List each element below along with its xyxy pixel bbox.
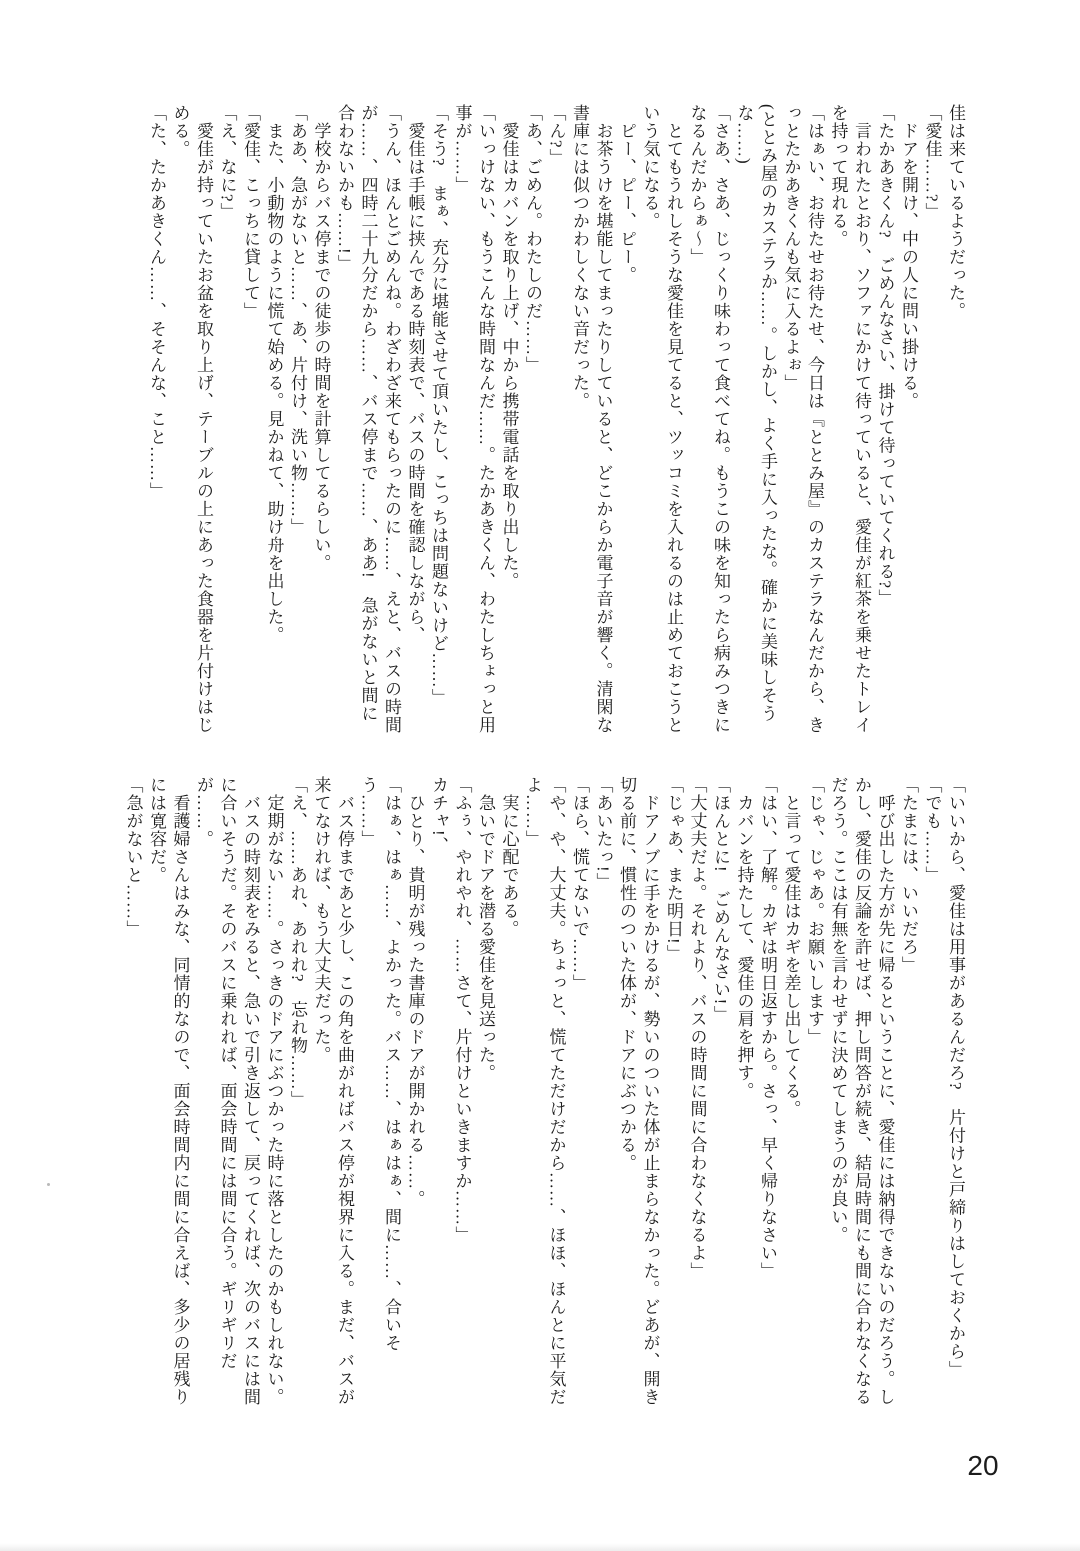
paragraph: 言われたとおり、ソファにかけて待っていると、愛佳が紅茶を乗せたトレイを持って現れる。	[828, 104, 871, 734]
paragraph: 「はぁい、お待たせお待たせ、今日は『ととみ屋』のカステラなんだから、きっとたかあきくんも気に入るよぉ」	[781, 104, 824, 734]
paragraph: 実に心配である。	[499, 776, 519, 938]
paragraph: 「いいから、愛佳は用事があるんだろ? 片付けと戸締りはしておくから」	[946, 776, 965, 1379]
paragraph: 「そう? まぁ、充分に堪能させて頂いたし、こっちは問題ないけど……」	[429, 104, 448, 707]
paragraph: カバンを持たして、愛佳の肩を押す。	[734, 776, 754, 1100]
paragraph: 「でも……」	[922, 776, 942, 884]
paragraph: 佳は来ているようだった。	[946, 104, 965, 320]
paragraph: 愛佳はカバンを取り上げ、中から携帯電話を取り出した。	[499, 104, 519, 590]
paragraph: 「うん、ほんとごめんね。わざわざ来てもらったのに……、えと、バスの時間が……、四時二十九分だから……、バス停まで……、ああ! 急がないと間に合わないかも……!」	[335, 104, 401, 734]
paragraph: 「た、たかあきくん……、そそんな、こと……」	[147, 104, 166, 500]
paragraph: 学校からバス停までの徒歩の時間を計算してるらしい。	[311, 104, 331, 572]
paragraph: 「じゃあ、また明日!」	[664, 776, 683, 963]
paragraph: 「や、や、大丈夫。ちょっと、慌てただけだから……、ほほ、ほんとに平気だよ……」	[523, 776, 566, 1406]
paragraph: ドアを開け、中の人に問い掛ける。	[899, 104, 918, 410]
paragraph: 「え、……あれ、あれれ? 忘れ物……」	[288, 776, 307, 1109]
paragraph: 「急がないと……」	[123, 776, 143, 938]
paragraph: ピー、ピー、ピー。	[617, 104, 636, 284]
paragraph: 「たまには、いいだろ」	[899, 776, 918, 974]
paragraph: 「じゃ、じゃあ。お願いします」	[805, 776, 824, 1046]
paragraph: 「たかあきくん? ごめんなさい、掛けて待っていてくれる?」	[875, 104, 895, 608]
paragraph: また、小動物のように慌て始める。見かねて、助け舟を出した。	[264, 104, 284, 644]
paragraph: 急いでドアを潜る愛佳を見送った。	[476, 776, 495, 1082]
paragraph: 「さあ、さあ、じっくり味わって食べてね。もうこの味を知ったら病みつきになるんだからぁ〜」	[687, 104, 730, 734]
paragraph: ドアノブに手をかけるが、勢いのついた体が止まらなかった。どあが、開き切る前に、慣性のついた体が、ドアにぶつかる。	[617, 776, 660, 1406]
paragraph: 定期がない……。さっきのドアにぶつかった時に落としたのかもしれない。	[264, 776, 284, 1406]
paragraph: 愛佳が持っていたお盆を取り上げ、テーブルの上にあった食器を片付けはじめる。	[170, 104, 213, 734]
paragraph: 「はぁ、はぁ……、よかった。バス……、はぁはぁ、間に……、合いそう……」	[358, 776, 401, 1352]
paragraph: 「ほら、慌てないで……」	[570, 776, 589, 992]
paragraph: (ととみ屋のカステラか……。しかし、よく手に入ったな。確かに美味しそうな……)	[734, 104, 777, 723]
text-block-top	[145, 104, 968, 740]
scan-speck	[47, 1183, 50, 1186]
scan-edge-shadow	[0, 1543, 1080, 1551]
text-block-bottom	[121, 776, 967, 1412]
paragraph: カチャ!、	[429, 776, 448, 855]
paragraph: 「愛佳……?」	[922, 104, 942, 221]
paragraph: 「ふぅ、やれやれ、……さて、片付けといきますか……」	[452, 776, 472, 1244]
paragraph: と言って愛佳はカギを差し出してくる。	[781, 776, 801, 1118]
paragraph: お茶うけを堪能してまったりしていると、どこからか電子音が響く。清閑な書庫には似つかわしくない音だった。	[570, 104, 613, 734]
paragraph: 「あ、ごめん。わたしのだ……」	[523, 104, 542, 374]
paragraph: 「ん?」	[546, 104, 566, 167]
paragraph: バス停まであと少し、この角を曲がればバス停が視界に入る。まだ、バスが来てなければ、もう大丈夫だった。	[311, 776, 354, 1406]
paragraph: 「ああ、急がないと……、あ、片付け、洗い物……」	[288, 104, 307, 536]
paragraph: 呼び出した方が先に帰るということに、愛佳には納得できないのだろう。しかし、愛佳の反論を許せば、押し問答が続き、結局時間にも間に合わなくなるだろう。ここは有無を言わせずに決めてしまうのが良い。	[828, 776, 895, 1406]
paragraph: 愛佳は手帳に挟んである時刻表で、バスの時間を確認しながら、	[405, 104, 425, 644]
paragraph: とてもうれしそうな愛佳を見てると、ツッコミを入れるのは止めておこうという気になる。	[640, 104, 683, 734]
paragraph: 看護婦さんはみな、同情的なので、面会時間内に間に合えば、多少の居残りには寛容だ。	[147, 776, 190, 1406]
paragraph: 「え、なに?」	[217, 104, 237, 221]
paragraph: ひとり、貴明が残った書庫のドアが開かれる……。	[405, 776, 425, 1208]
paragraph: バスの時刻表をみると、急いで引き返して、戻ってくれば、次のバスには間に合いそうだ。そのバスに乗れれば、面会時間には間に合う。ギリギリだが……。	[194, 776, 260, 1406]
page-number: 20	[967, 1450, 999, 1481]
paragraph: 「あいたっ!」	[593, 776, 613, 891]
paragraph: 「愛佳、こっちに貸して」	[241, 104, 260, 320]
paragraph: 「ほんとに! ごめんなさい!」	[711, 776, 730, 1024]
paragraph: 「はい、了解。カギは明日返すから。さっ、早く帰りなさい」	[758, 776, 777, 1280]
paragraph: 「いっけない、もうこんな時間なんだ……。たかあきくん、わたしちょっと用事が……」	[452, 104, 495, 734]
paragraph: 「大丈夫だよ。それより、バスの時間に間に合わなくなるよ」	[687, 776, 707, 1280]
